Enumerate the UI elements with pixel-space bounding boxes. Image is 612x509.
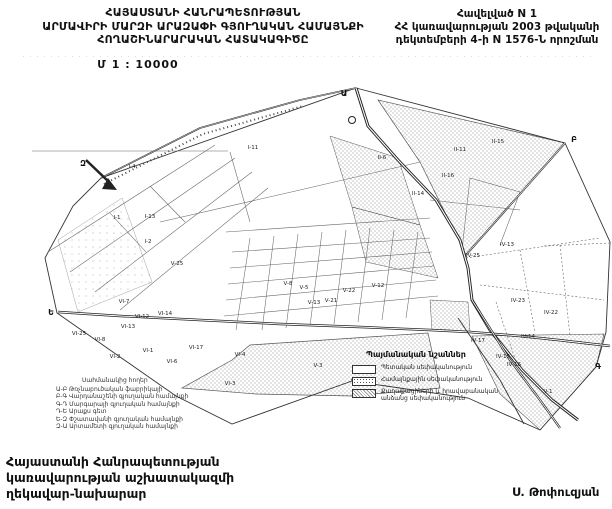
adjacent-land-entry: Դ-Ե Արաքս գետ: [56, 408, 107, 415]
boundary-letter: Զ: [80, 159, 86, 168]
boundary-letter: Ա: [340, 89, 348, 98]
community-swatch-icon: [352, 377, 376, 386]
signatory-line-2: կառավարության աշխատակազմի: [6, 470, 235, 485]
parcel-label: IV-22: [543, 310, 559, 316]
state-swatch-icon: [352, 365, 376, 374]
map-legend: [352, 350, 530, 404]
signatory-line-1: Հայաստանի Հանրապետության: [6, 454, 220, 469]
annex-line-2: ՀՀ կառավարության 2003 թվականի: [394, 21, 600, 33]
legend-items: [352, 364, 530, 402]
legend-row: [352, 388, 530, 402]
boundary-letter: Բ: [571, 135, 577, 144]
parcel-label: VI-4: [234, 352, 246, 358]
parcel-label: I-4: [128, 164, 136, 170]
adjacent-land-entry: Զ-Ա Արտամետի գյուղական համայնքի: [56, 423, 178, 430]
legend-row: [352, 364, 530, 374]
parcel-label: V-1: [543, 389, 553, 395]
title-line-3: ՀՈՂԱՇԻՆԱՐԱՐԱԿԱՆ ՀԱՏԱԿԱԳԻԾԸ: [97, 33, 309, 46]
parcel-label: V-3: [313, 363, 323, 369]
legend-label: Պետական սեփականություն: [381, 364, 473, 371]
parcel-label: IV-15: [495, 354, 511, 360]
parcel-label: I-11: [247, 145, 259, 151]
road-junction-marker: [349, 117, 356, 124]
title-line-2: ԱՐՄԱՎԻՐԻ ՄԱՐԶԻ ԱՐԱԶԱՓԻ ԳՅՈՒՂԱԿԱՆ ՀԱՄԱՅՆՔԻ: [42, 19, 364, 33]
parcel-label: V-5: [299, 285, 309, 291]
parcel-label: IV-25: [465, 253, 481, 259]
adjacent-lands-title: Սահմանակից հողեր: [82, 377, 148, 384]
parcel-label: IV-16: [506, 362, 522, 368]
parcel-label: VI-7: [118, 299, 130, 305]
legend-row: [352, 376, 530, 386]
parcel-label: IV-14: [520, 334, 536, 340]
parcel-label: II-14: [411, 191, 425, 197]
map-scale: Մ 1 : 10000: [97, 58, 179, 71]
parcel-label: V-25: [170, 261, 184, 267]
parcel-label: VI-2: [109, 354, 121, 360]
parcel-label: I-1: [113, 215, 121, 221]
parcel-label: II-11: [453, 147, 467, 153]
signatory-line-3: ղեկավար-նախարար: [6, 486, 147, 501]
parcel-label: VI-6: [166, 359, 178, 365]
parcel-label: VI-3: [224, 381, 236, 387]
parcel-label: I-13: [144, 214, 156, 220]
adjacent-lands: [56, 377, 216, 431]
adjacent-land-entry: Գ-Դ Մարգարայի գյուղական համայնքի: [56, 400, 180, 408]
parcel-label: IV-23: [510, 298, 526, 304]
parcel-label: V-21: [324, 298, 338, 304]
boundary-arrow-icon: [86, 160, 117, 190]
legend-title: Պայմանական նշաններ: [366, 350, 466, 359]
parcel-label: V-12: [371, 283, 385, 289]
adjacent-land-entry: Ա-Բ Թռչնաբուծական ֆաբրիկայի: [56, 385, 163, 393]
annex-line-3: դեկտեմբերի 4-ի N 1576-Ն որոշման: [395, 34, 599, 46]
parcel-label: VI-1: [142, 348, 154, 354]
parcel-label: VI-25: [71, 331, 87, 337]
parcel-label: II-16: [441, 173, 455, 179]
parcel-label: VI-12: [134, 314, 150, 320]
private-swatch-icon: [352, 389, 376, 398]
parcel-label: IV-17: [470, 338, 486, 344]
parcel-label: V-13: [307, 300, 321, 306]
legend-label: Քաղաքացիների և իրավաբանական անձանց սեփականություն: [381, 388, 499, 402]
boundary-letter: Գ: [595, 362, 601, 371]
parcel-label: V-22: [342, 288, 356, 294]
parcel-label: VI-13: [120, 324, 136, 330]
signatory-title: [6, 454, 234, 502]
adjacent-lands-items: [56, 386, 216, 431]
adjacent-land-entry: Ե-Զ Փշատավանի գյուղական համայնքի: [56, 415, 183, 423]
parcel-label: IV-13: [499, 242, 515, 248]
parcel-label: II-15: [491, 139, 505, 145]
legend-label: Համայնքային սեփականություն: [381, 376, 483, 383]
boundary-letter: Ե: [48, 308, 54, 317]
parcel-label: VI-14: [157, 311, 173, 317]
parcel-label: VI-17: [188, 345, 204, 351]
parcel-label: V-8: [283, 281, 293, 287]
annex-line-1: Հավելված N 1: [456, 8, 538, 20]
parcel-label: I-2: [144, 239, 152, 245]
adjacent-land-entry: Բ-Գ Վարդանաշենի գյուղական համայնքի: [56, 393, 189, 400]
signature-name: Ս. Թոփուզյան: [512, 485, 600, 499]
parcel-label: VI-8: [94, 337, 106, 343]
parcel-label: II-6: [377, 155, 387, 161]
title-line-1: ՀԱՅԱՍՏԱՆԻ ՀԱՆՐԱՊԵՏՈՒԹՅԱՆ: [105, 6, 301, 19]
